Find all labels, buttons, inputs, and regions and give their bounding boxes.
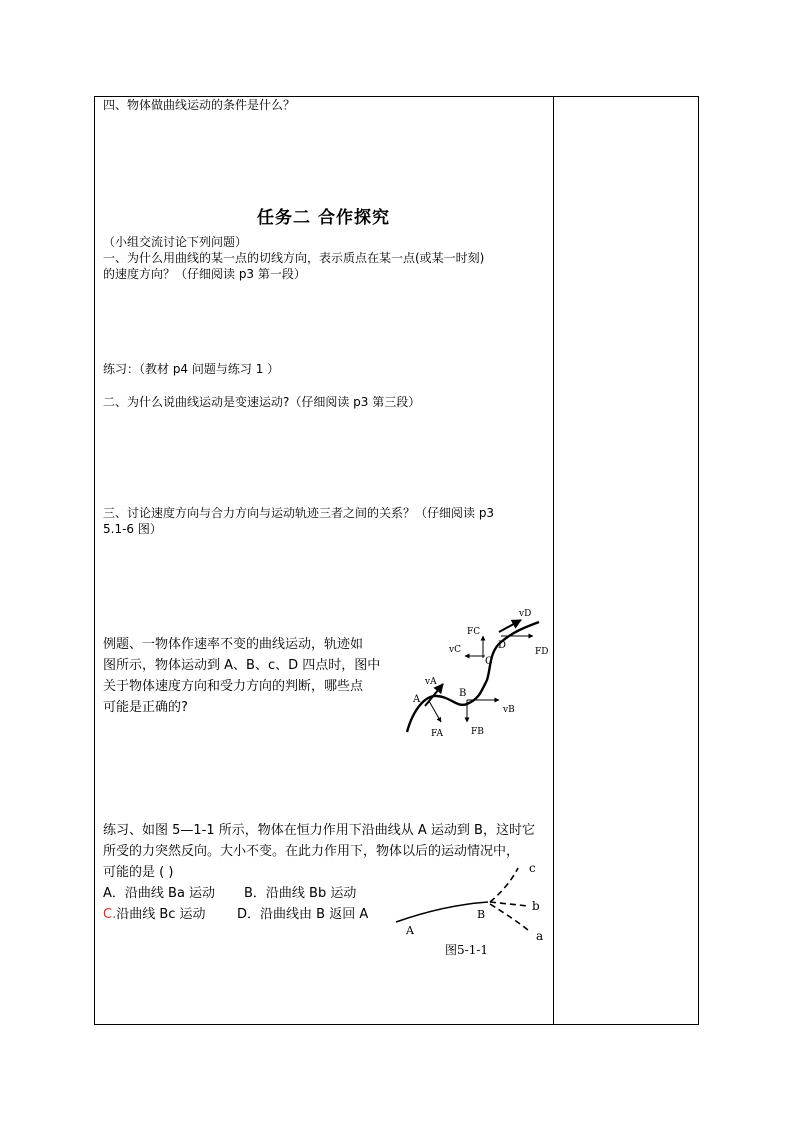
question-2: 二、为什么说曲线运动是变速运动?（仔细阅读 p3 第三段） [103, 395, 421, 409]
option-c [103, 906, 206, 923]
point-a-label: A [413, 694, 421, 705]
branch-c-label: c [529, 861, 536, 875]
point-d-label: D [498, 640, 507, 651]
question-3-line-2: 5.1-6 图） [103, 522, 162, 536]
option-c-letter: C. [103, 907, 117, 922]
example-line-3: 关于物体速度方向和受力方向的判断，哪些点 [103, 679, 364, 694]
example-line-4: 可能是正确的? [103, 700, 188, 715]
practice-2-line-1: 练习、如图 5—1-1 所示，物体在恒力作用下沿曲线从 A 运动到 B，这时它 [103, 823, 535, 838]
question-1-line-1: 一、为什么用曲线的某一点的切线方向，表示质点在某一点(或某一时刻) [103, 251, 485, 265]
example-line-2: 图所示，物体运动到 A、B、c、D 四点时，图中 [103, 658, 381, 673]
option-c-text: 沿曲线 Bc 运动 [116, 907, 206, 922]
practice-2-line-2: 所受的力突然反向。大小不变。在此力作用下，物体以后的运动情况中， [103, 844, 520, 859]
curve-a-to-b [396, 902, 488, 922]
table-column-divider [553, 96, 554, 1025]
force-label-c: FC [467, 627, 481, 637]
group-discussion-note: （小组交流讨论下列问题） [103, 235, 248, 249]
velocity-label-c: vC [449, 645, 461, 655]
fig2-point-b-label: B [477, 908, 486, 921]
velocity-label-a: vA [425, 677, 437, 687]
fig2-point-a-label: A [406, 924, 414, 937]
option-a: A．沿曲线 Ba 运动 [103, 886, 216, 901]
branch-a-label: a [536, 929, 544, 943]
trajectory-force-figure [395, 600, 550, 745]
fig2-caption: 图5-1-1 [445, 943, 489, 957]
branch-a [490, 904, 528, 930]
velocity-label-d: vD [519, 609, 532, 619]
question-4: 四、物体做曲线运动的条件是什么？ [103, 98, 296, 112]
practice-1: 练习：（教材 p4 问题与练习 1 ） [103, 362, 280, 376]
practice-2-line-3: 可能的是 ( ) [103, 865, 174, 880]
point-c-label: C [485, 656, 493, 667]
force-label-b: FB [471, 727, 484, 737]
task-2-title: 任务二 合作探究 [257, 208, 390, 228]
velocity-label-b: vB [503, 705, 515, 715]
branch-b-label: b [532, 899, 540, 913]
option-d: D．沿曲线由 B 返回 A [237, 907, 369, 922]
force-arrow-a [429, 701, 441, 722]
question-1-line-2: 的速度方向？（仔细阅读 p3 第一段） [103, 267, 306, 281]
question-3-line-1: 三、讨论速度方向与合力方向与运动轨迹三者之间的关系？（仔细阅读 p3 [103, 506, 495, 520]
path-branch-figure [390, 858, 550, 963]
velocity-arrow-a [425, 684, 443, 706]
point-b-label: B [459, 688, 467, 699]
branch-b [490, 902, 528, 906]
example-line-1: 例题、一物体作速率不变的曲线运动，轨迹如 [103, 637, 364, 652]
force-label-a: FA [431, 729, 443, 739]
branch-c [490, 868, 518, 902]
force-label-d: FD [535, 647, 549, 657]
option-b: B．沿曲线 Bb 运动 [244, 886, 357, 901]
